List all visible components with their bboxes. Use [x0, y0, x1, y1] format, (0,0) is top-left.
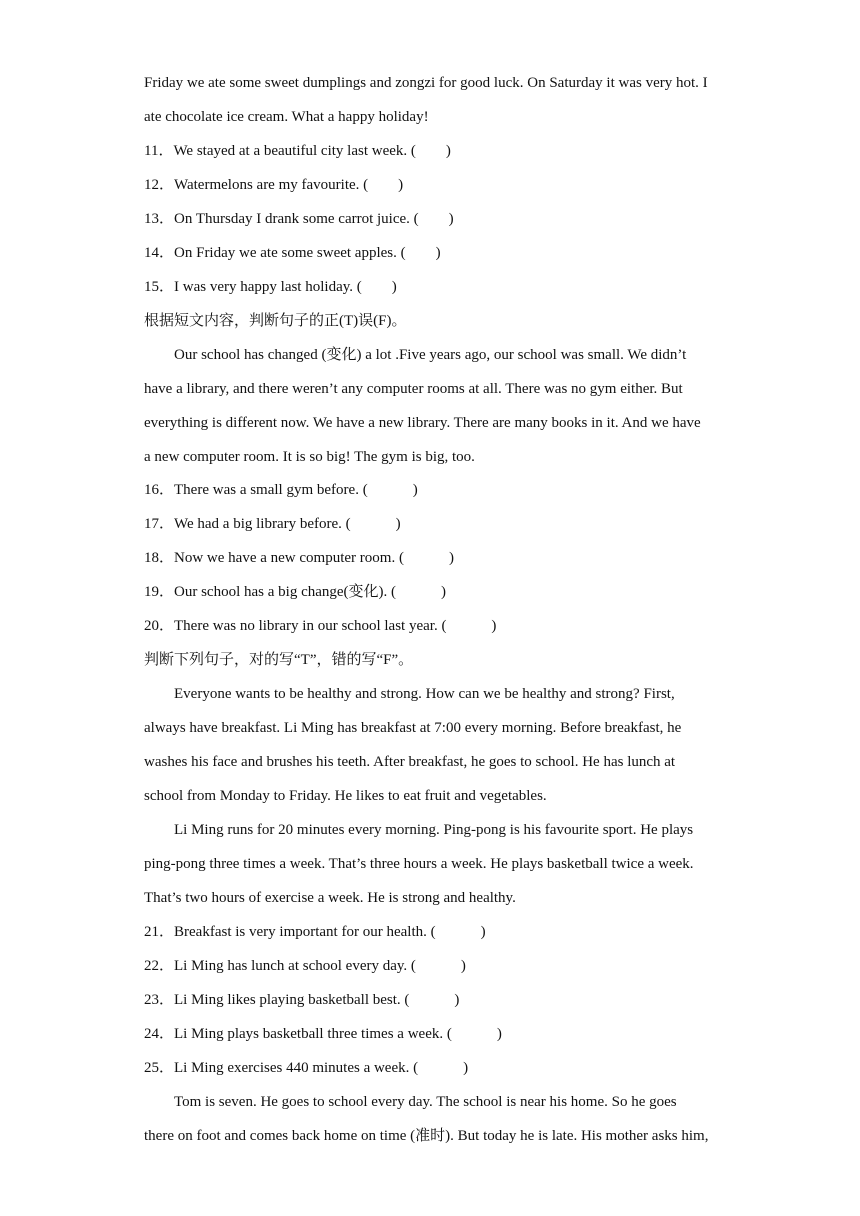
question-number: 22．: [144, 957, 175, 974]
question-item: [144, 983, 724, 1017]
question-item: [144, 1017, 724, 1051]
passage-line: ping-pong three times a week. That’s three hours a week. He plays basketball twice a week.: [144, 855, 694, 872]
passage-line: have a library, and there weren’t any computer rooms at all. There was no gym either. But: [144, 380, 683, 397]
passage-line: everything is different now. We have a new library. There are many books in it. And we have: [144, 414, 701, 431]
passage-line: Li Ming runs for 20 minutes every morning. Ping-pong is his favourite sport. He plays: [174, 821, 694, 838]
question-item: [144, 541, 724, 575]
question-text: On Friday we ate some sweet apples. ( ): [174, 244, 441, 261]
question-number: 25．: [144, 1059, 175, 1076]
question-item: [144, 1051, 724, 1085]
section-instruction: 根据短文内容，判断句子的正(T)误(F)。: [144, 312, 407, 329]
passage-line: always have breakfast. Li Ming has breakfast at 7:00 every morning. Before breakfast, he: [144, 720, 682, 737]
question-number: 11．: [144, 142, 174, 159]
question-text: Li Ming exercises 440 minutes a week. ( ): [174, 1059, 469, 1076]
question-number: 13．: [144, 210, 175, 227]
question-item: [144, 507, 724, 541]
question-item: [144, 609, 724, 643]
question-item: [144, 915, 724, 949]
question-text: Li Ming plays basketball three times a week. ( ): [174, 1025, 502, 1042]
question-item: [144, 202, 724, 236]
question-text: Watermelons are my favourite. ( ): [174, 176, 404, 193]
passage-line: Tom is seven. He goes to school every day. The school is near his home. So he goes: [174, 1093, 677, 1110]
question-item: [144, 134, 724, 168]
question-number: 21．: [144, 923, 175, 940]
passage-line: That’s two hours of exercise a week. He is strong and healthy.: [144, 889, 516, 906]
question-item: [144, 168, 724, 202]
question-number: 15．: [144, 278, 175, 295]
question-number: 18．: [144, 550, 175, 567]
passage-line: there on foot and comes back home on time (准时). But today he is late. His mother asks him,: [144, 1127, 709, 1144]
question-text: Our school has a big change(变化). ( ): [174, 584, 447, 601]
question-number: 23．: [144, 991, 175, 1008]
question-number: 14．: [144, 244, 175, 261]
question-number: 12．: [144, 176, 175, 193]
question-text: We stayed at a beautiful city last week. ( ): [173, 142, 451, 159]
question-item: [144, 236, 724, 270]
question-number: 17．: [144, 516, 175, 533]
passage-line: a new computer room. It is so big! The gym is big, too.: [144, 448, 475, 465]
question-text: Li Ming likes playing basketball best. ( ): [174, 991, 460, 1008]
question-text: We had a big library before. ( ): [174, 516, 401, 533]
question-text: There was no library in our school last year. ( ): [174, 618, 497, 635]
passage-line: Friday we ate some sweet dumplings and zongzi for good luck. On Saturday it was very hot. I: [144, 75, 708, 91]
passage-line: Our school has changed (变化) a lot .Five years ago, our school was small. We didn’t: [174, 346, 687, 363]
passage-line: washes his face and brushes his teeth. After breakfast, he goes to school. He has lunch at: [144, 754, 676, 770]
question-text: Li Ming has lunch at school every day. ( ): [174, 957, 466, 974]
question-text: Breakfast is very important for our health. ( ): [174, 923, 486, 940]
passage-line: Everyone wants to be healthy and strong. How can we be healthy and strong? First,: [174, 686, 675, 703]
section-instruction: 判断下列句子，对的写“T”，错的写“F”。: [144, 652, 414, 669]
passage-line: ate chocolate ice cream. What a happy holiday!: [144, 109, 429, 125]
question-item: [144, 949, 724, 983]
passage-line: school from Monday to Friday. He likes to eat fruit and vegetables.: [144, 788, 547, 804]
question-item: [144, 575, 724, 609]
question-number: 24．: [144, 1025, 175, 1042]
question-text: I was very happy last holiday. ( ): [174, 278, 397, 295]
question-text: Now we have a new computer room. ( ): [174, 550, 454, 567]
question-text: There was a small gym before. ( ): [174, 482, 418, 499]
question-item: [144, 473, 724, 507]
question-text: On Thursday I drank some carrot juice. ( ): [174, 210, 454, 227]
question-number: 16．: [144, 482, 175, 499]
question-number: 20．: [144, 618, 175, 635]
question-number: 19．: [144, 584, 175, 601]
question-item: [144, 270, 724, 304]
